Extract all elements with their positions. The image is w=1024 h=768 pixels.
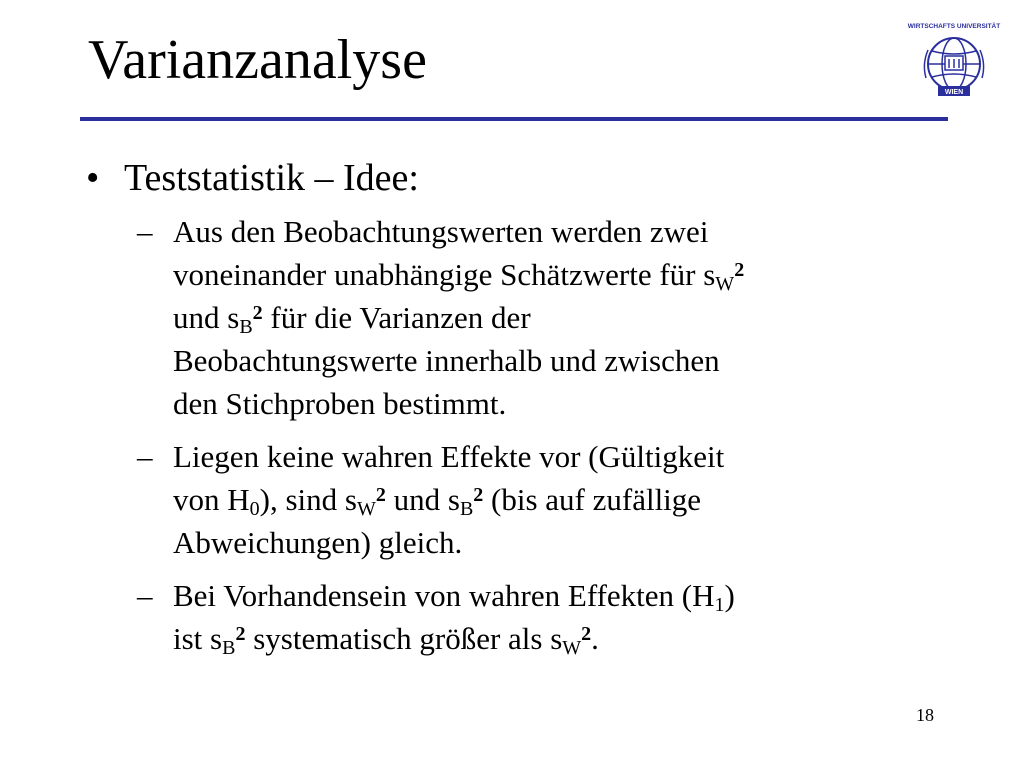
sub2-line-3: Abweichungen) gleich. (173, 525, 463, 560)
dash-marker: – (137, 214, 153, 249)
dash-marker: – (137, 578, 153, 613)
dash-marker: – (137, 439, 153, 474)
sub2-line-1: Liegen keine wahren Effekte vor (Gültigkeit (173, 439, 725, 474)
sub1-line-4: Beobachtungswerte innerhalb und zwischen (173, 343, 720, 378)
sub1-line-1: Aus den Beobachtungswerten werden zwei (173, 214, 709, 249)
sub1-line-3: und $s_B^2$ für die Varianzen der (173, 300, 531, 338)
sub1-line-5: den Stichproben bestimmt. (173, 386, 507, 421)
logo-text-bottom: WIEN (944, 89, 964, 96)
page-number: 18 (916, 705, 934, 725)
sub3-line-2: ist $s_B^2$ systematisch größer als $s_W^2$. (173, 621, 599, 659)
sub2-line-2: von $H_0$), sind $s_W^2$ und $s_B^2$ (bis auf zufällige (173, 482, 702, 520)
sub3-line-1: Bei Vorhandensein von wahren Effekten $(H_1)$ (173, 578, 735, 616)
bullet-marker: • (86, 157, 100, 199)
university-logo-icon (907, 20, 1001, 98)
sub1-line-2: voneinander unabhängige Schätzwerte für $s_W^2$ (173, 257, 745, 295)
title-divider (80, 117, 948, 121)
logo-text-top: WIRTSCHAFTS UNIVERSITÄT (907, 23, 1001, 30)
bullet-text: Teststatistik – Idee: (124, 157, 419, 199)
slide-title: Varianzanalyse (88, 29, 427, 91)
